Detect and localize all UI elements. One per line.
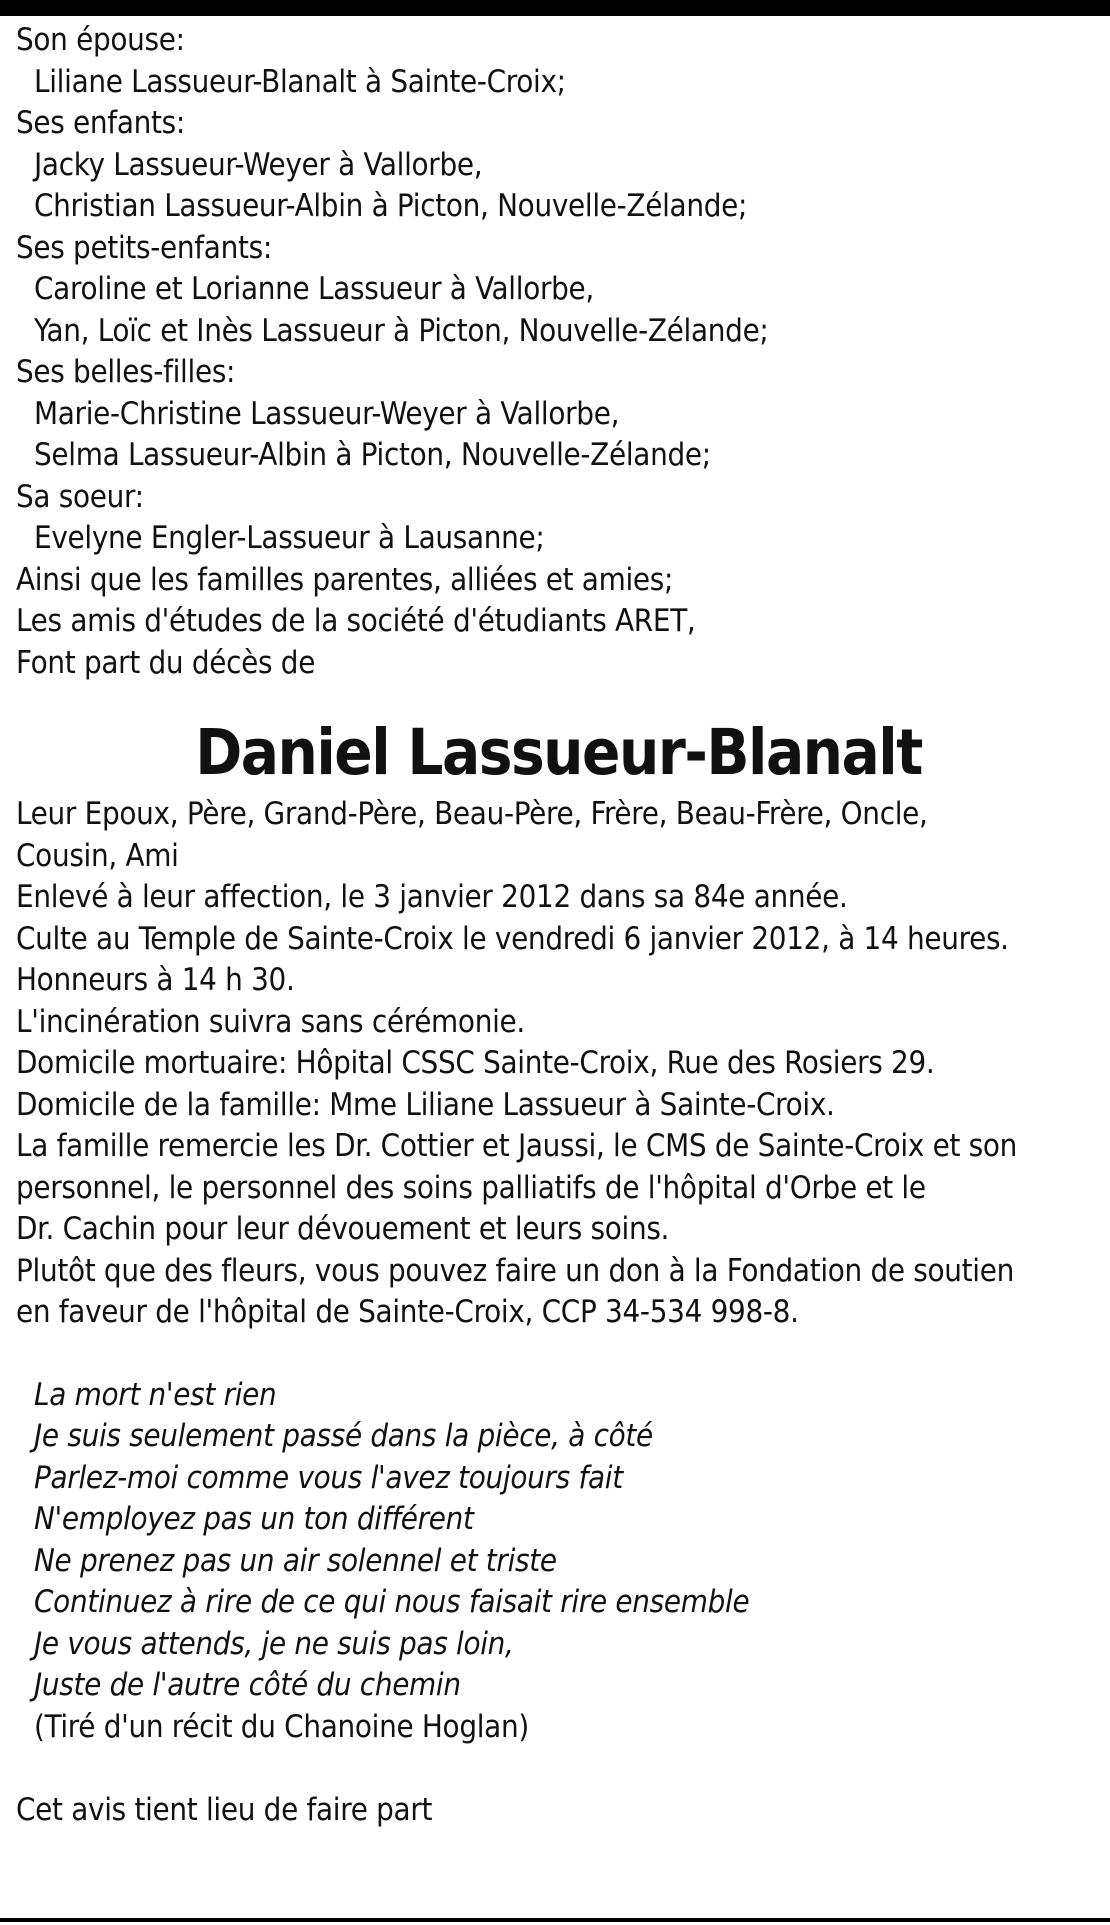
child-line: Christian Lassueur-Albin à Picton, Nouvelle-Zélande;	[34, 188, 748, 224]
body-line: Domicile de la famille: Mme Liliane Lassueur à Sainte-Croix.	[16, 1086, 835, 1123]
body-line: en faveur de l'hôpital de Sainte-Croix, CCP 34-534 998-8.	[16, 1294, 799, 1330]
body-line: Plutôt que des fleurs, vous pouvez faire un don à la Fondation de soutien	[16, 1252, 1014, 1289]
obituary-notice	[16, 20, 1101, 1832]
spouse-line: Liliane Lassueur-Blanalt à Sainte-Croix;	[34, 63, 566, 100]
closing-line: Les amis d'études de la société d'étudiants ARET,	[16, 603, 696, 639]
family-section	[16, 20, 1101, 684]
poem-line: La mort n'est rien	[34, 1376, 277, 1413]
deceased-name: Daniel Lassueur-Blanalt	[195, 716, 922, 789]
body-line: personnel, le personnel des soins palliatifs de l'hôpital d'Orbe et le	[16, 1169, 926, 1206]
daughter-in-law-line: Selma Lassueur-Albin à Picton, Nouvelle-Zélande;	[34, 437, 711, 473]
poem-line: Je suis seulement passé dans la pièce, à côté	[34, 1418, 653, 1454]
body-line: Enlevé à leur affection, le 3 janvier 2012 dans sa 84e année.	[16, 879, 848, 915]
sister-heading: Sa soeur:	[16, 478, 144, 515]
poem-line: Je vous attends, je ne suis pas loin,	[34, 1625, 514, 1662]
poem-line: N'employez pas un ton différent	[34, 1501, 474, 1537]
body-line: Culte au Temple de Sainte-Croix le vendredi 6 janvier 2012, à 14 heures.	[16, 920, 1009, 957]
body-line: La famille remercie les Dr. Cottier et Jaussi, le CMS de Sainte-Croix et son	[16, 1128, 1018, 1164]
footer-note: Cet avis tient lieu de faire part	[16, 1792, 433, 1828]
body-line: Dr. Cachin pour leur dévouement et leurs soins.	[16, 1211, 670, 1247]
body-line: Cousin, Ami	[16, 837, 179, 874]
poem-line: Ne prenez pas un air solennel et triste	[34, 1542, 557, 1579]
poem-credit: (Tiré d'un récit du Chanoine Hoglan)	[34, 1708, 529, 1745]
body-line: L'incinération suivra sans cérémonie.	[16, 1003, 525, 1040]
top-rule	[0, 0, 1110, 16]
daughter-in-law-line: Marie-Christine Lassueur-Weyer à Vallorbe,	[34, 395, 620, 432]
child-line: Jacky Lassueur-Weyer à Vallorbe,	[34, 146, 483, 183]
daughters-in-law-heading: Ses belles-filles:	[16, 354, 236, 390]
spacer	[16, 1334, 1101, 1375]
poem-line: Parlez-moi comme vous l'avez toujours fait	[34, 1459, 623, 1496]
grandchild-line: Caroline et Lorianne Lassueur à Vallorbe,	[34, 271, 594, 307]
grandchildren-heading: Ses petits-enfants:	[16, 229, 272, 266]
spouse-heading: Son épouse:	[16, 22, 185, 58]
sister-line: Evelyne Engler-Lassueur à Lausanne;	[34, 520, 545, 556]
grandchild-line: Yan, Loïc et Inès Lassueur à Picton, Nouvelle-Zélande;	[34, 312, 769, 349]
body-line: Domicile mortuaire: Hôpital CSSC Sainte-Croix, Rue des Rosiers 29.	[16, 1045, 935, 1081]
poem-line: Continuez à rire de ce qui nous faisait rire ensemble	[34, 1584, 750, 1620]
closing-line: Ainsi que les familles parentes, alliées et amies;	[16, 561, 674, 598]
spacer	[16, 1748, 1101, 1790]
closing-line: Font part du décès de	[16, 644, 316, 681]
poem-line: Juste de l'autre côté du chemin	[34, 1667, 461, 1703]
body-line: Honneurs à 14 h 30.	[16, 962, 295, 998]
poem	[16, 1375, 1101, 1749]
body-line: Leur Epoux, Père, Grand-Père, Beau-Père, Frère, Beau-Frère, Oncle,	[16, 796, 928, 832]
bottom-rule	[0, 1918, 1110, 1922]
children-heading: Ses enfants:	[16, 105, 185, 141]
announcement-body	[16, 794, 1101, 1334]
